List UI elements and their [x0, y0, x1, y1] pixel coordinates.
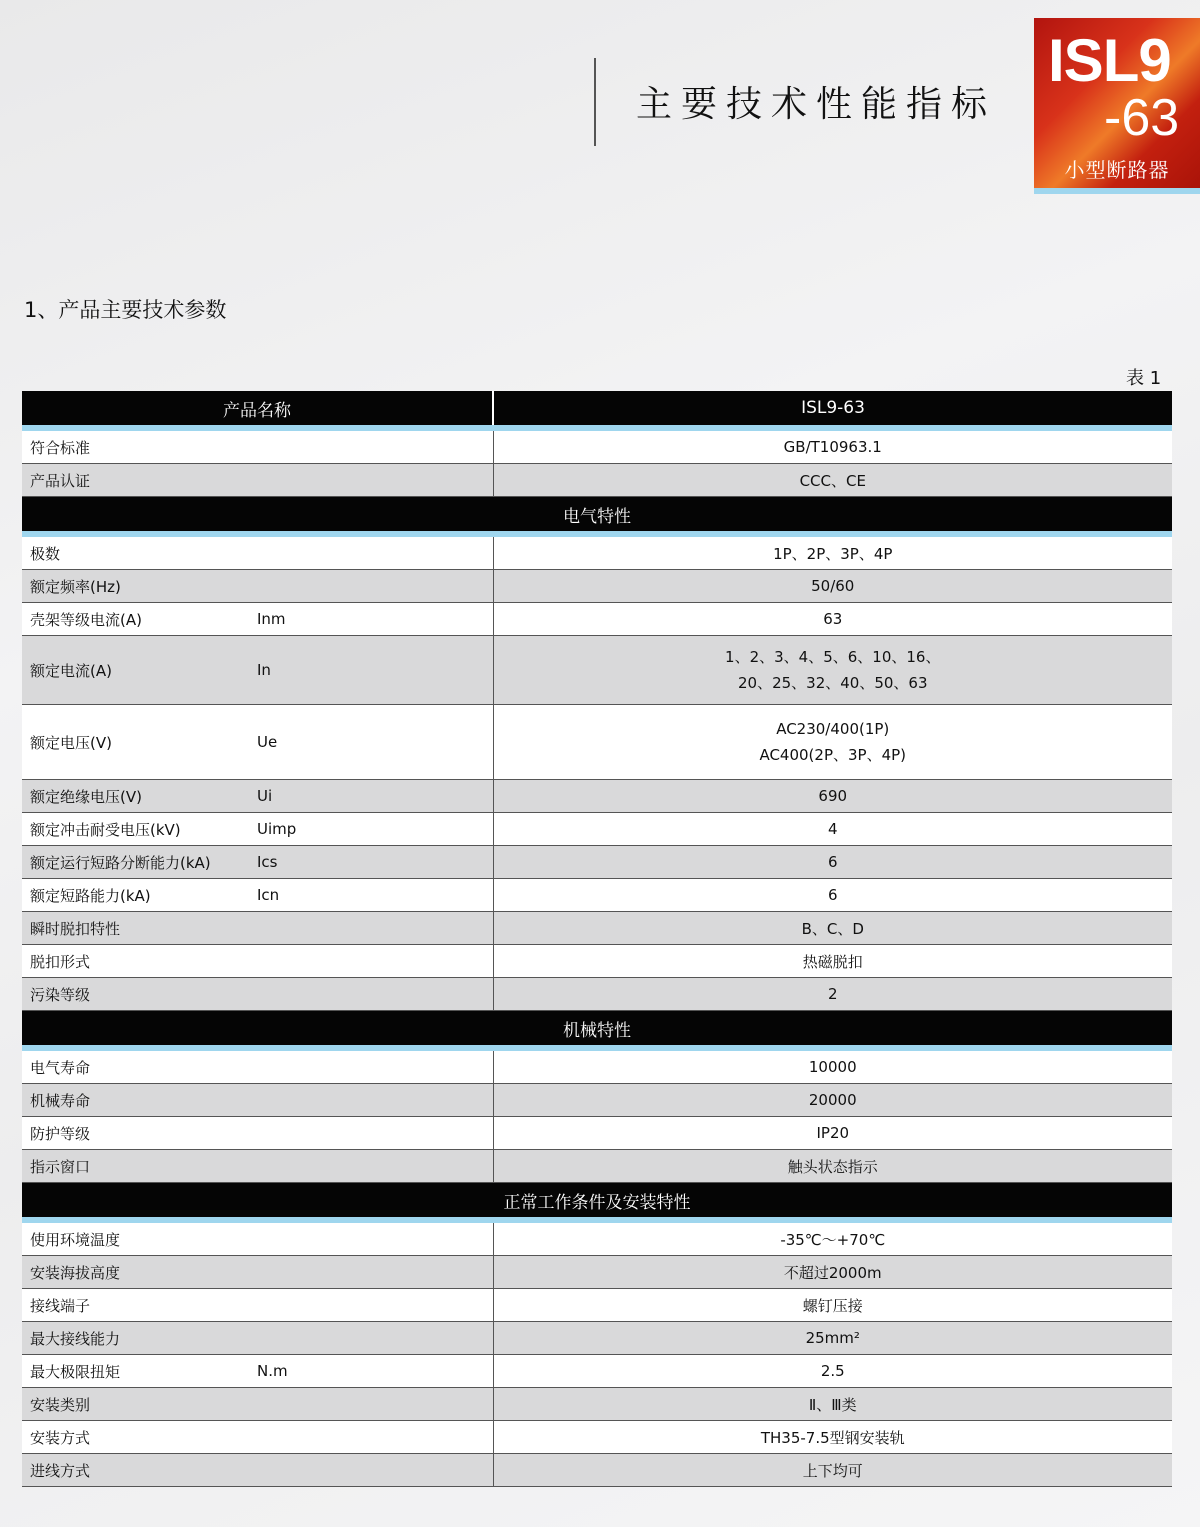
param-cell — [22, 1084, 493, 1117]
param-value-cell — [493, 1084, 1172, 1117]
param-value: 10000 — [808, 1058, 857, 1076]
param-value: 63 — [823, 610, 843, 628]
param-label: 额定频率(Hz) — [30, 577, 121, 596]
param-cell — [22, 705, 493, 780]
param-value-cell — [493, 1048, 1172, 1084]
param-cell — [22, 570, 493, 603]
section-electrical — [22, 497, 1172, 535]
param-cell — [22, 1256, 493, 1289]
param-value-cell — [493, 945, 1172, 978]
param-cell — [22, 912, 493, 945]
spec-table — [22, 391, 1172, 1487]
param-value-cell — [493, 1150, 1172, 1183]
param-symbol: Ue — [257, 733, 278, 751]
param-cell — [22, 1289, 493, 1322]
param-cell — [22, 1388, 493, 1421]
table-row — [22, 1289, 1172, 1322]
section-conditions — [22, 1183, 1172, 1221]
param-cell — [22, 846, 493, 879]
param-value-cell — [493, 636, 1172, 705]
logo-main-text: ISL9 — [1048, 27, 1171, 94]
param-label: 壳架等级电流(A) — [30, 610, 142, 629]
param-symbol: In — [257, 661, 271, 679]
param-label: 接线端子 — [30, 1296, 91, 1315]
param-symbol: Inm — [257, 610, 286, 628]
param-value-cell — [493, 570, 1172, 603]
param-cell — [22, 978, 493, 1011]
param-value: 20、25、32、40、50、63 — [737, 674, 928, 692]
param-value: 触头状态指示 — [787, 1157, 878, 1176]
table-row — [22, 705, 1172, 780]
param-value: 6 — [827, 886, 838, 904]
section-heading: 正常工作条件及安装特性 — [22, 1183, 1172, 1221]
header-divider — [594, 58, 596, 146]
param-value: IP20 — [816, 1124, 850, 1142]
param-value-cell — [493, 1388, 1172, 1421]
table-row — [22, 1084, 1172, 1117]
param-label: 额定电流(A) — [30, 661, 112, 680]
param-cell — [22, 780, 493, 813]
param-value-cell — [493, 1117, 1172, 1150]
table-row — [22, 912, 1172, 945]
param-value-cell — [493, 813, 1172, 846]
param-label: 额定短路能力(kA) — [30, 886, 151, 905]
product-logo — [1034, 18, 1200, 194]
param-label: 额定电压(V) — [30, 733, 112, 752]
param-cell — [22, 1220, 493, 1256]
table-row — [22, 428, 1172, 464]
param-value: 2 — [827, 985, 838, 1003]
param-value: B、C、D — [801, 919, 864, 938]
param-cell — [22, 1421, 493, 1454]
param-value: -35℃～+70℃ — [780, 1230, 886, 1249]
param-value-cell — [493, 978, 1172, 1011]
table-row — [22, 1355, 1172, 1388]
param-label: 极数 — [30, 544, 61, 563]
param-value: 50/60 — [811, 577, 855, 595]
table-row — [22, 945, 1172, 978]
param-label: 安装方式 — [30, 1428, 91, 1447]
table-row — [22, 1421, 1172, 1454]
param-symbol: N.m — [257, 1362, 288, 1380]
section-heading: 电气特性 — [22, 497, 1172, 535]
param-label: 瞬时脱扣特性 — [30, 919, 121, 938]
table-row — [22, 603, 1172, 636]
param-label: 安装类别 — [30, 1395, 91, 1414]
param-cell — [22, 428, 493, 464]
param-value-cell — [493, 846, 1172, 879]
table-row — [22, 879, 1172, 912]
logo-number-text: -63 — [1104, 89, 1180, 147]
param-value-cell — [493, 603, 1172, 636]
param-label: 符合标准 — [30, 438, 91, 457]
table-row — [22, 978, 1172, 1011]
page-title: 主要技术性能指标 — [636, 84, 997, 125]
param-value: AC230/400(1P) — [776, 720, 890, 738]
param-value: GB/T10963.1 — [783, 438, 882, 456]
param-cell — [22, 534, 493, 570]
param-cell — [22, 464, 493, 497]
param-value: 上下均可 — [802, 1461, 863, 1480]
param-value: 690 — [818, 787, 848, 805]
param-cell — [22, 1322, 493, 1355]
param-symbol: Ics — [257, 853, 278, 871]
logo-subtitle: 小型断路器 — [1064, 158, 1170, 182]
param-value: 1、2、3、4、5、6、10、16、 — [725, 648, 941, 666]
param-value-cell — [493, 1322, 1172, 1355]
table-row — [22, 1256, 1172, 1289]
param-label: 最大接线能力 — [30, 1329, 121, 1348]
param-symbol: Uimp — [257, 820, 297, 838]
param-label: 额定运行短路分断能力(kA) — [30, 853, 211, 872]
param-label: 机械寿命 — [30, 1091, 91, 1110]
param-label: 脱扣形式 — [30, 952, 91, 971]
table-row — [22, 1117, 1172, 1150]
table-row — [22, 1220, 1172, 1256]
param-symbol: Icn — [257, 886, 280, 904]
param-value: 25mm² — [805, 1329, 860, 1347]
param-label: 污染等级 — [30, 985, 91, 1004]
param-value: Ⅱ、Ⅲ类 — [808, 1395, 857, 1414]
param-value-cell — [493, 912, 1172, 945]
param-cell — [22, 879, 493, 912]
param-value: AC400(2P、3P、4P) — [759, 746, 907, 764]
header-product-model: ISL9-63 — [493, 391, 1172, 428]
param-value: 1P、2P、3P、4P — [773, 544, 893, 563]
param-cell — [22, 1048, 493, 1084]
param-value-cell — [493, 1289, 1172, 1322]
param-value-cell — [493, 1355, 1172, 1388]
param-value: 4 — [827, 820, 838, 838]
param-label: 产品认证 — [30, 471, 91, 490]
param-value-cell — [493, 1421, 1172, 1454]
param-cell — [22, 1355, 493, 1388]
param-label: 电气寿命 — [30, 1058, 91, 1077]
table-row — [22, 780, 1172, 813]
table-header-row — [22, 391, 1172, 428]
table-row — [22, 1150, 1172, 1183]
param-cell — [22, 813, 493, 846]
param-label: 额定绝缘电压(V) — [30, 787, 142, 806]
table-row — [22, 534, 1172, 570]
param-value-cell — [493, 1220, 1172, 1256]
param-value-cell — [493, 705, 1172, 780]
table-row — [22, 570, 1172, 603]
header-product-name: 产品名称 — [22, 391, 493, 428]
param-label: 安装海拔高度 — [30, 1263, 121, 1282]
param-value-cell — [493, 1454, 1172, 1487]
section-heading: 机械特性 — [22, 1011, 1172, 1049]
table-row — [22, 1454, 1172, 1487]
table-row — [22, 464, 1172, 497]
param-label: 指示窗口 — [30, 1157, 91, 1176]
param-value: 螺钉压接 — [802, 1296, 863, 1315]
param-cell — [22, 603, 493, 636]
param-label: 防护等级 — [30, 1124, 91, 1143]
param-value: TH35-7.5型钢安装轨 — [760, 1428, 905, 1447]
table-row — [22, 1048, 1172, 1084]
param-value: 2.5 — [820, 1362, 845, 1380]
table-number: 表 1 — [1126, 368, 1162, 389]
param-cell — [22, 945, 493, 978]
param-value-cell — [493, 464, 1172, 497]
param-value: 热磁脱扣 — [802, 952, 863, 971]
table-row — [22, 1322, 1172, 1355]
section-title: 1、产品主要技术参数 — [24, 298, 227, 322]
table-row — [22, 813, 1172, 846]
param-value-cell — [493, 1256, 1172, 1289]
param-label: 额定冲击耐受电压(kV) — [30, 820, 181, 839]
param-value-cell — [493, 428, 1172, 464]
table-row — [22, 846, 1172, 879]
param-value: CCC、CE — [799, 471, 866, 490]
param-cell — [22, 1454, 493, 1487]
param-value-cell — [493, 534, 1172, 570]
param-label: 进线方式 — [30, 1461, 91, 1480]
param-cell — [22, 636, 493, 705]
table-row — [22, 636, 1172, 705]
param-value: 6 — [827, 853, 838, 871]
param-cell — [22, 1117, 493, 1150]
param-symbol: Ui — [257, 787, 273, 805]
table-row — [22, 1388, 1172, 1421]
param-cell — [22, 1150, 493, 1183]
param-label: 最大极限扭矩 — [30, 1362, 121, 1381]
param-value: 20000 — [808, 1091, 857, 1109]
param-value-cell — [493, 780, 1172, 813]
param-value: 不超过2000m — [783, 1263, 882, 1282]
param-label: 使用环境温度 — [30, 1230, 121, 1249]
section-mechanical — [22, 1011, 1172, 1049]
param-value-cell — [493, 879, 1172, 912]
